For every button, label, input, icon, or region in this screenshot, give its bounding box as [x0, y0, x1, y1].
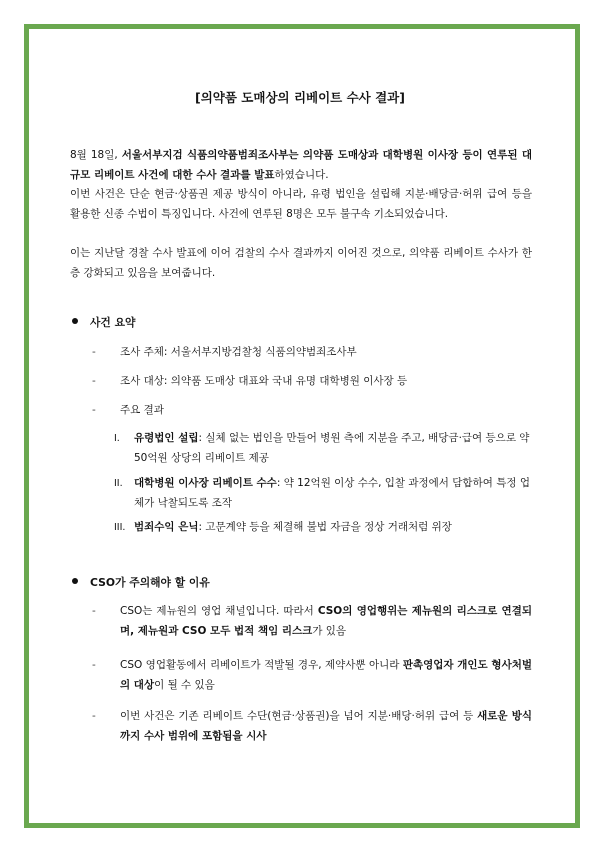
roman-numeral: I. [114, 433, 120, 444]
dash-icon: - [92, 710, 96, 722]
dash-icon: - [92, 375, 96, 387]
section-heading-text: CSO가 주의해야 할 이유 [90, 576, 210, 589]
intro-paragraph-3: 이는 지난달 경찰 수사 발표에 이어 검찰의 수사 결과까지 이어진 것으로, 의약품 리베이트 수사가 한층 강화되고 있음을 보여줍니다. [70, 247, 532, 279]
emphasis-text: CSO의 영업행위는 제뉴원의 리스크로 연결되며, 제뉴원과 CSO 모두 법적 책임 리스크 [120, 605, 532, 637]
body-text: CSO 영업활동에서 리베이트가 적발될 경우, 제약사뿐 아니라 [120, 659, 403, 671]
emphasis-text: 판촉영업자 개인도 형사처벌의 대상 [120, 659, 532, 691]
result-item [114, 474, 534, 513]
result-detail: : 약 12억원 이상 수수, 입찰 과정에서 담합하여 특정 업체가 낙찰되도록 조작 [134, 477, 530, 509]
bullet-icon [72, 578, 78, 584]
intro-date: 8월 18일, [70, 149, 122, 161]
body-text: CSO는 제뉴원의 영업 채널입니다. 따라서 [120, 605, 318, 617]
result-detail: : 고문계약 등을 체결해 불법 자금을 정상 거래처럼 위장 [198, 521, 452, 533]
list-item-text: 주요 결과 [120, 404, 164, 416]
intro-emphasis: 서울서부지검 식품의약품범죄조사부는 의약품 도매상과 대학병원 이사장 등이 연루된 대규모 리베이트 사건에 대한 수사 결과를 발표 [70, 149, 532, 181]
section-heading-cso [72, 575, 210, 590]
list-item-text [120, 707, 532, 746]
result-title: 대학병원 이사장 리베이트 수수 [134, 477, 277, 489]
list-item [92, 372, 532, 392]
body-text: 이번 사건은 기존 리베이트 수단(현금·상품권)을 넘어 지분·배당·허위 급여 등 [120, 710, 478, 722]
emphasis-text: 새로운 방식까지 수사 범위에 포함됨을 시사 [120, 710, 532, 742]
list-item [92, 401, 532, 421]
list-item-text [120, 656, 532, 695]
list-item-text [120, 602, 532, 641]
bullet-icon [72, 318, 78, 324]
section-heading-text: 사건 요약 [90, 316, 136, 329]
roman-numeral: II. [114, 478, 123, 489]
dash-icon: - [92, 605, 96, 617]
body-text: 이 될 수 있음 [154, 678, 215, 691]
dash-icon: - [92, 346, 96, 358]
list-item [92, 656, 532, 695]
body-text: 가 있음 [312, 624, 347, 637]
intro-paragraph-1 [70, 146, 532, 185]
list-item-text: 조사 대상: 의약품 도매상 대표와 국내 유명 대학병원 이사장 등 [120, 375, 408, 387]
list-item [92, 707, 532, 746]
dash-icon: - [92, 404, 96, 416]
result-item [114, 429, 534, 468]
list-item [92, 343, 532, 363]
result-item [114, 518, 534, 538]
result-detail: : 실체 없는 법인을 만들어 병원 측에 지분을 주고, 배당금·급여 등으로 약 50억원 상당의 리베이트 제공 [134, 432, 530, 464]
result-title: 유령법인 설립 [134, 432, 199, 444]
document-title: [의약품 도매상의 리베이트 수사 결과] [195, 90, 405, 105]
section-heading-summary [72, 315, 135, 330]
intro-paragraph-2: 이번 사건은 단순 현금·상품권 제공 방식이 아니라, 유령 법인을 설립해 지분·배당금·허위 급여 등을 활용한 신종 수법이 특징입니다. 사건에 연루된 8명은 모두 불구속 기소되었습니다. [70, 188, 532, 220]
result-title: 범죄수익 은닉 [134, 521, 199, 533]
intro-end: 하였습니다. [274, 168, 329, 181]
list-item-text: 조사 주체: 서울서부지방검찰청 식품의약범죄조사부 [120, 346, 357, 358]
list-item [92, 602, 532, 641]
dash-icon: - [92, 659, 96, 671]
roman-numeral: III. [114, 522, 126, 533]
